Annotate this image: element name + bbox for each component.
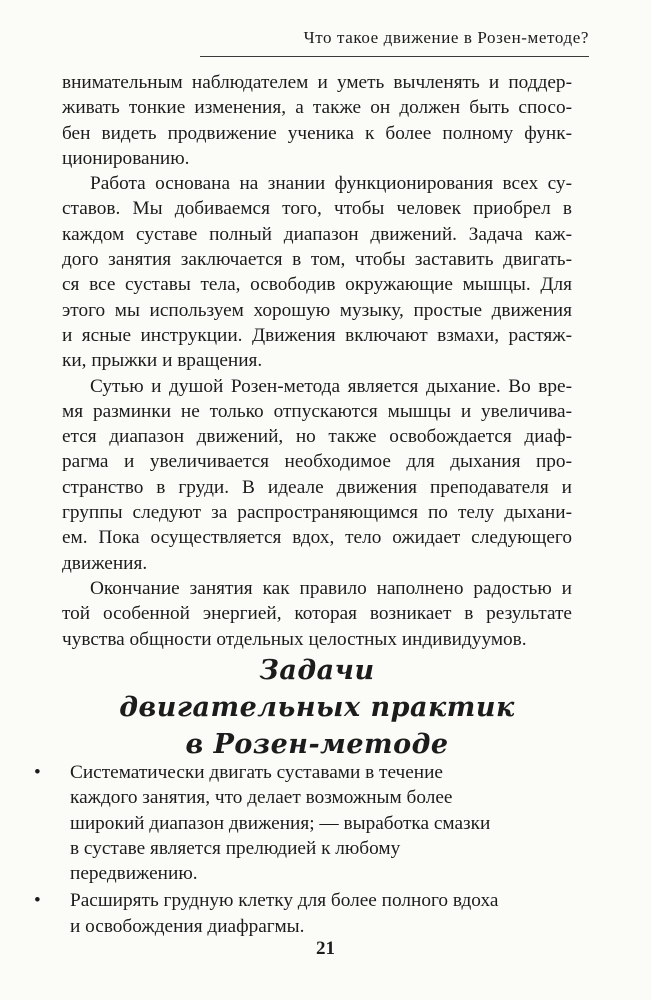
heading-line: двигательных практик — [119, 692, 515, 723]
text-line: той особенной энергией, которая возникает в результате — [62, 603, 572, 625]
text-line: Систематически двигать суставами в течение — [70, 762, 443, 783]
text-line: Расширять грудную клетку для более полного вдоха — [70, 890, 499, 912]
text-line: и ясные инструкции. Движения включают взмахи, растяж- — [62, 324, 572, 346]
text-line: дого занятия заключается в том, чтобы заставить двигать- — [62, 249, 572, 271]
text-line: чувства общности отдельных целостных индивидуумов. — [62, 628, 527, 650]
text-line: мя разминки не только отпускаются мышцы и увеличива- — [62, 400, 572, 422]
text-line: каждом суставе полный диапазон движений. Задача каж- — [62, 223, 572, 245]
list-item — [30, 760, 570, 886]
list-item — [30, 888, 570, 939]
text-line: ционированию. — [62, 147, 190, 169]
text-line: ем. Пока осуществляется вдох, тело ожидает следующего — [62, 527, 572, 549]
bullet-icon: • — [34, 890, 41, 912]
text-line: ся все суставы тела, освободив окружающие мышцы. Для — [62, 274, 572, 296]
text-line: Сутью и душой Розен-метода является дыхание. Во вре- — [90, 375, 572, 397]
bullet-list — [30, 760, 570, 941]
text-line: ется диапазон движений, но также освобождается диаф- — [62, 426, 572, 448]
text-line: движения. — [62, 552, 148, 574]
section-heading — [62, 652, 572, 763]
text-line: рагма и увеличивается необходимое для дыхания про- — [62, 451, 572, 473]
heading-line: в Розен-методе — [185, 729, 449, 760]
paragraph — [62, 70, 572, 171]
text-line: живать тонкие изменения, а также он должен быть спосо- — [62, 97, 572, 119]
text-line: бен видеть продвижение ученика к более полному функ- — [62, 122, 572, 144]
text-line: странство в груди. В идеале движения преподавателя и — [62, 476, 572, 498]
text-line: группы следуют за распространяющимся по телу дыхани- — [62, 502, 572, 524]
text-line: и освобождения диафрагмы. — [70, 915, 305, 937]
running-header: Что такое движение в Розен-методе? — [200, 28, 589, 57]
text-line: передвижению. — [70, 863, 198, 885]
paragraph — [62, 576, 572, 652]
text-line: ки, прыжки и вращения. — [62, 350, 263, 372]
page-number: 21 — [316, 938, 335, 959]
text-line: каждого занятия, что делает возможным более — [70, 787, 453, 809]
paragraph — [62, 171, 572, 373]
text-line: в суставе является прелюдией к любому — [70, 837, 401, 859]
body-text — [62, 70, 572, 652]
text-line: внимательным наблюдателем и уметь вычленять и поддер- — [62, 72, 572, 93]
bullet-icon: • — [34, 762, 41, 783]
text-line: Окончание занятия как правило наполнено радостью и — [90, 577, 572, 599]
text-line: Работа основана на знании функционирования всех су- — [90, 173, 572, 195]
text-line: ставов. Мы добиваемся того, чтобы человек приобрел в — [62, 198, 572, 220]
text-line: широкий диапазон движения; — выработка смазки — [70, 812, 491, 834]
heading-line: Задачи — [259, 655, 375, 686]
text-line: этого мы используем хорошую музыку, простые движения — [62, 299, 572, 321]
paragraph — [62, 374, 572, 576]
